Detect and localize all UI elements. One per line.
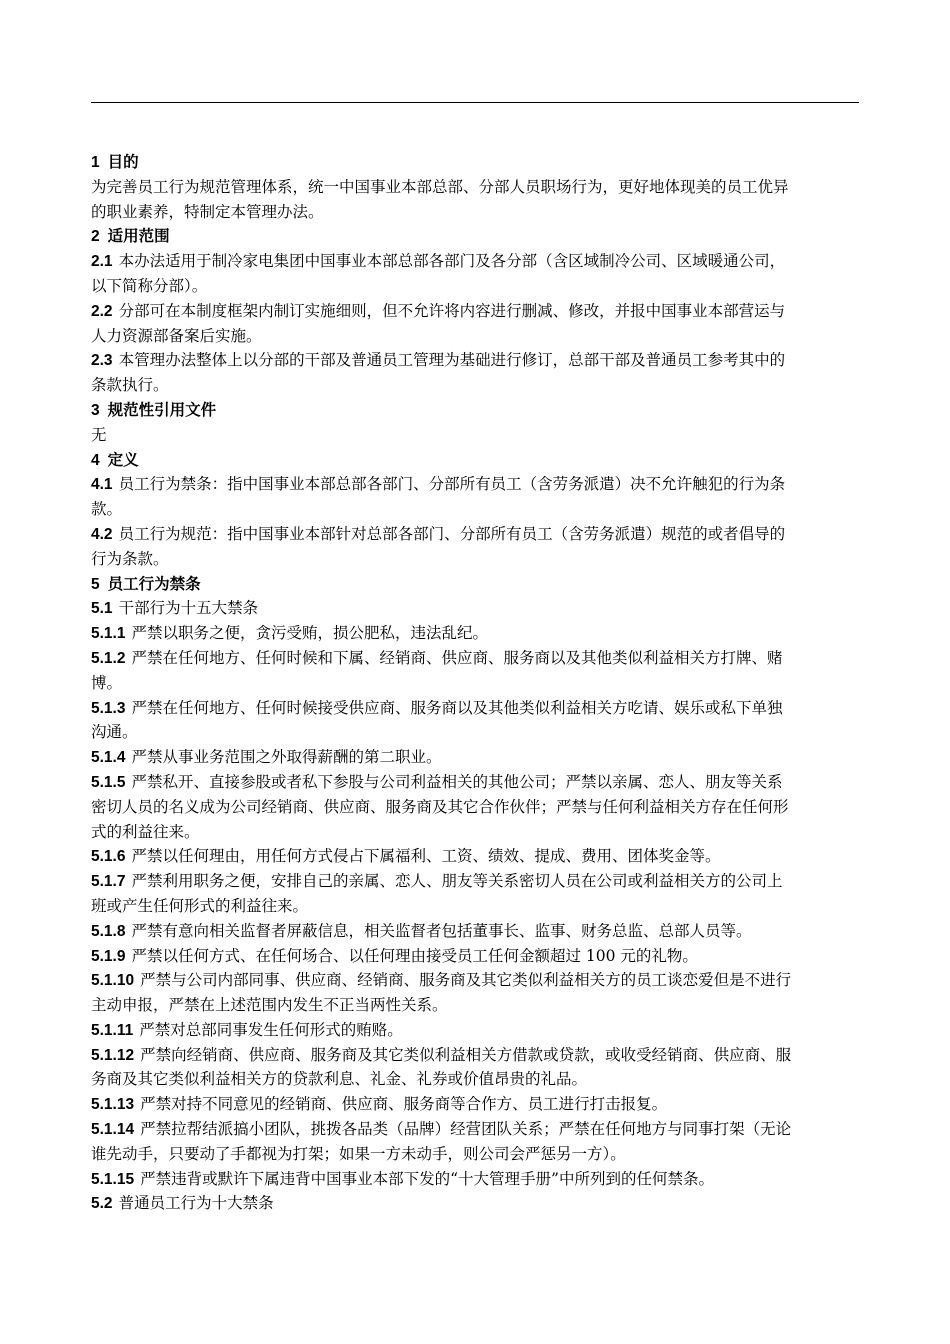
section-title: 适用范围 xyxy=(107,227,170,246)
clause-line xyxy=(91,820,863,845)
clause-text: 为完善员工行为规范管理体系，统一中国事业本部总部、分部人员职场行为，更好地体现美的员工优异 xyxy=(91,177,789,196)
clause-text: 严禁违背或默许下属违背中国事业本部下发的“十大管理手册”中所列到的任何禁条。 xyxy=(140,1169,714,1188)
clause-line xyxy=(91,547,863,572)
section-number: 1 xyxy=(91,154,100,171)
clause-line xyxy=(91,770,863,795)
clause-line xyxy=(91,944,863,969)
section-number: 4 xyxy=(91,451,100,469)
clause-line xyxy=(91,299,863,324)
clause-line xyxy=(91,1092,863,1117)
clause-text: 严禁以任何理由，用任何方式侵占下属福利、工资、绩效、提成、费用、团体奖金等。 xyxy=(131,847,721,866)
section-heading xyxy=(91,398,863,423)
clause-number: 5.1.11 xyxy=(91,1021,134,1039)
clause-text: 严禁利用职务之便，安排自己的亲属、恋人、朋友等关系密切人员在公司或利益相关方的公司上 xyxy=(131,872,783,891)
clause-line xyxy=(91,1167,863,1192)
section-title: 定义 xyxy=(107,450,139,469)
clause-line xyxy=(91,844,863,869)
clause-number: 5.1 xyxy=(91,600,113,618)
clause-line xyxy=(91,671,863,696)
clause-text: 谁先动手，只要动了手都视为打架；如果一方未动手，则公司会严惩另一方）。 xyxy=(91,1144,626,1163)
section-title: 规范性引用文件 xyxy=(107,400,217,419)
clause-line xyxy=(91,1018,863,1043)
clause-number: 5.1.1 xyxy=(91,625,126,643)
section-heading xyxy=(91,572,863,597)
clause-number: 5.1.13 xyxy=(91,1096,135,1114)
clause-text: 干部行为十五大禁条 xyxy=(118,599,259,618)
clause-line xyxy=(91,1067,863,1092)
document-body xyxy=(91,150,863,1216)
clause-text: 条款执行。 xyxy=(91,376,169,395)
clause-text: 主动申报，严禁在上述范围内发生不正当两性关系。 xyxy=(91,996,448,1015)
clause-line xyxy=(91,968,863,993)
clause-text: 款。 xyxy=(91,500,123,519)
section-number: 5 xyxy=(91,575,100,593)
clause-line xyxy=(91,497,863,522)
clause-number: 2.3 xyxy=(91,352,113,370)
clause-number: 2.2 xyxy=(91,302,113,320)
section-heading xyxy=(91,224,863,249)
clause-text: 沟通。 xyxy=(91,723,138,742)
clause-text: 严禁对总部同事发生任何形式的贿赂。 xyxy=(139,1020,403,1039)
clause-text: 人力资源部备案后实施。 xyxy=(91,326,262,345)
clause-number: 5.1.15 xyxy=(91,1170,135,1188)
clause-line xyxy=(91,696,863,721)
clause-number: 5.1.14 xyxy=(91,1121,135,1139)
paragraph-line xyxy=(91,175,863,200)
clause-text: 严禁对持不同意见的经销商、供应商、服务商等合作方、员工进行打击报复。 xyxy=(140,1095,668,1114)
clause-number: 5.1.4 xyxy=(91,749,126,767)
clause-text: 本办法适用于制冷家电集团中国事业本部总部各部门及各分部（含区域制冷公司、区域暖通公司， xyxy=(118,252,786,271)
clause-text: 行为条款。 xyxy=(91,549,169,568)
clause-number: 5.1.5 xyxy=(91,773,126,791)
clause-text: 严禁拉帮结派搞小团队，挑拨各品类（品牌）经营团队关系；严禁在任何地方与同事打架（无论 xyxy=(140,1120,792,1139)
clause-number: 5.2 xyxy=(91,1195,113,1213)
clause-line xyxy=(91,720,863,745)
clause-number: 5.1.2 xyxy=(91,649,126,667)
section-title: 员工行为禁条 xyxy=(107,574,201,593)
clause-number: 5.1.3 xyxy=(91,699,126,717)
clause-line xyxy=(91,745,863,770)
clause-text: 式的利益往来。 xyxy=(91,822,200,841)
clause-text: 密切人员的名义成为公司经销商、供应商、服务商及其它合作伙伴；严禁与任何利益相关方存在任何形 xyxy=(91,797,789,816)
clause-text: 员工行为规范：指中国事业本部针对总部各部门、分部所有员工（含劳务派遣）规范的或者倡导的 xyxy=(118,524,786,543)
section-heading xyxy=(91,150,863,175)
paragraph-line xyxy=(91,200,863,225)
clause-text: 严禁私开、直接参股或者私下参股与公司利益相关的其他公司；严禁以亲属、恋人、朋友等关系 xyxy=(131,772,783,791)
clause-line xyxy=(91,472,863,497)
clause-text: 务商及其它类似利益相关方的贷款利息、礼金、礼券或价值昂贵的礼品。 xyxy=(91,1070,588,1089)
clause-text: 严禁在任何地方、任何时候和下属、经销商、供应商、服务商以及其他类似利益相关方打牌、赌 xyxy=(131,648,783,667)
clause-text: 班或产生任何形式的利益往来。 xyxy=(91,896,309,915)
clause-text: 无 xyxy=(91,425,107,444)
clause-text: 严禁在任何地方、任何时候接受供应商、服务商以及其他类似利益相关方吃请、娱乐或私下单独 xyxy=(131,698,783,717)
section-heading xyxy=(91,448,863,473)
clause-line xyxy=(91,646,863,671)
clause-text: 严禁与公司内部同事、供应商、经销商、服务商及其它类似利益相关方的员工谈恋爱但是不进行 xyxy=(140,971,792,990)
clause-number: 4.1 xyxy=(91,476,113,494)
clause-text: 严禁以任何方式、在任何场合、以任何理由接受员工任何金额超过 100 元的礼物。 xyxy=(131,946,698,965)
clause-text: 博。 xyxy=(91,673,123,692)
clause-line xyxy=(91,274,863,299)
clause-number: 5.1.10 xyxy=(91,972,135,990)
clause-line xyxy=(91,919,863,944)
paragraph-line xyxy=(91,423,863,448)
clause-line xyxy=(91,993,863,1018)
clause-text: 严禁向经销商、供应商、服务商及其它类似利益相关方借款或贷款，或收受经销商、供应商、服 xyxy=(140,1045,792,1064)
clause-line xyxy=(91,1117,863,1142)
clause-text: 以下简称分部）。 xyxy=(91,276,208,295)
clause-line xyxy=(91,621,863,646)
clause-line xyxy=(91,249,863,274)
header-rule xyxy=(91,102,859,103)
clause-text: 严禁从事业务范围之外取得薪酬的第二职业。 xyxy=(131,748,442,767)
clause-line xyxy=(91,1142,863,1167)
section-number: 3 xyxy=(91,401,100,419)
clause-number: 2.1 xyxy=(91,253,113,271)
clause-line xyxy=(91,1043,863,1068)
clause-line xyxy=(91,348,863,373)
clause-line xyxy=(91,596,863,621)
clause-line xyxy=(91,522,863,547)
section-number: 2 xyxy=(91,228,100,246)
clause-line xyxy=(91,869,863,894)
clause-text: 严禁有意向相关监督者屏蔽信息，相关监督者包括董事长、监事、财务总监、总部人员等。 xyxy=(131,921,752,940)
clause-number: 5.1.6 xyxy=(91,848,126,866)
clause-text: 分部可在本制度框架内制订实施细则，但不允许将内容进行删减、修改，并报中国事业本部营运与 xyxy=(118,301,786,320)
clause-text: 本管理办法整体上以分部的干部及普通员工管理为基础进行修订，总部干部及普通员工参考其中的 xyxy=(118,351,786,370)
clause-text: 严禁以职务之便，贪污受贿，损公肥私，违法乱纪。 xyxy=(131,624,488,643)
clause-text: 员工行为禁条：指中国事业本部总部各部门、分部所有员工（含劳务派遣）决不允许触犯的行为条 xyxy=(118,475,786,494)
clause-number: 5.1.7 xyxy=(91,873,126,891)
clause-line xyxy=(91,894,863,919)
clause-line xyxy=(91,324,863,349)
clause-number: 4.2 xyxy=(91,525,113,543)
clause-text: 普通员工行为十大禁条 xyxy=(118,1194,274,1213)
section-title: 目的 xyxy=(107,153,139,171)
clause-line xyxy=(91,1191,863,1216)
clause-number: 5.1.9 xyxy=(91,947,126,965)
clause-number: 5.1.12 xyxy=(91,1046,135,1064)
clause-number: 5.1.8 xyxy=(91,922,126,940)
clause-line xyxy=(91,795,863,820)
clause-line xyxy=(91,373,863,398)
clause-text: 的职业素养，特制定本管理办法。 xyxy=(91,202,324,221)
